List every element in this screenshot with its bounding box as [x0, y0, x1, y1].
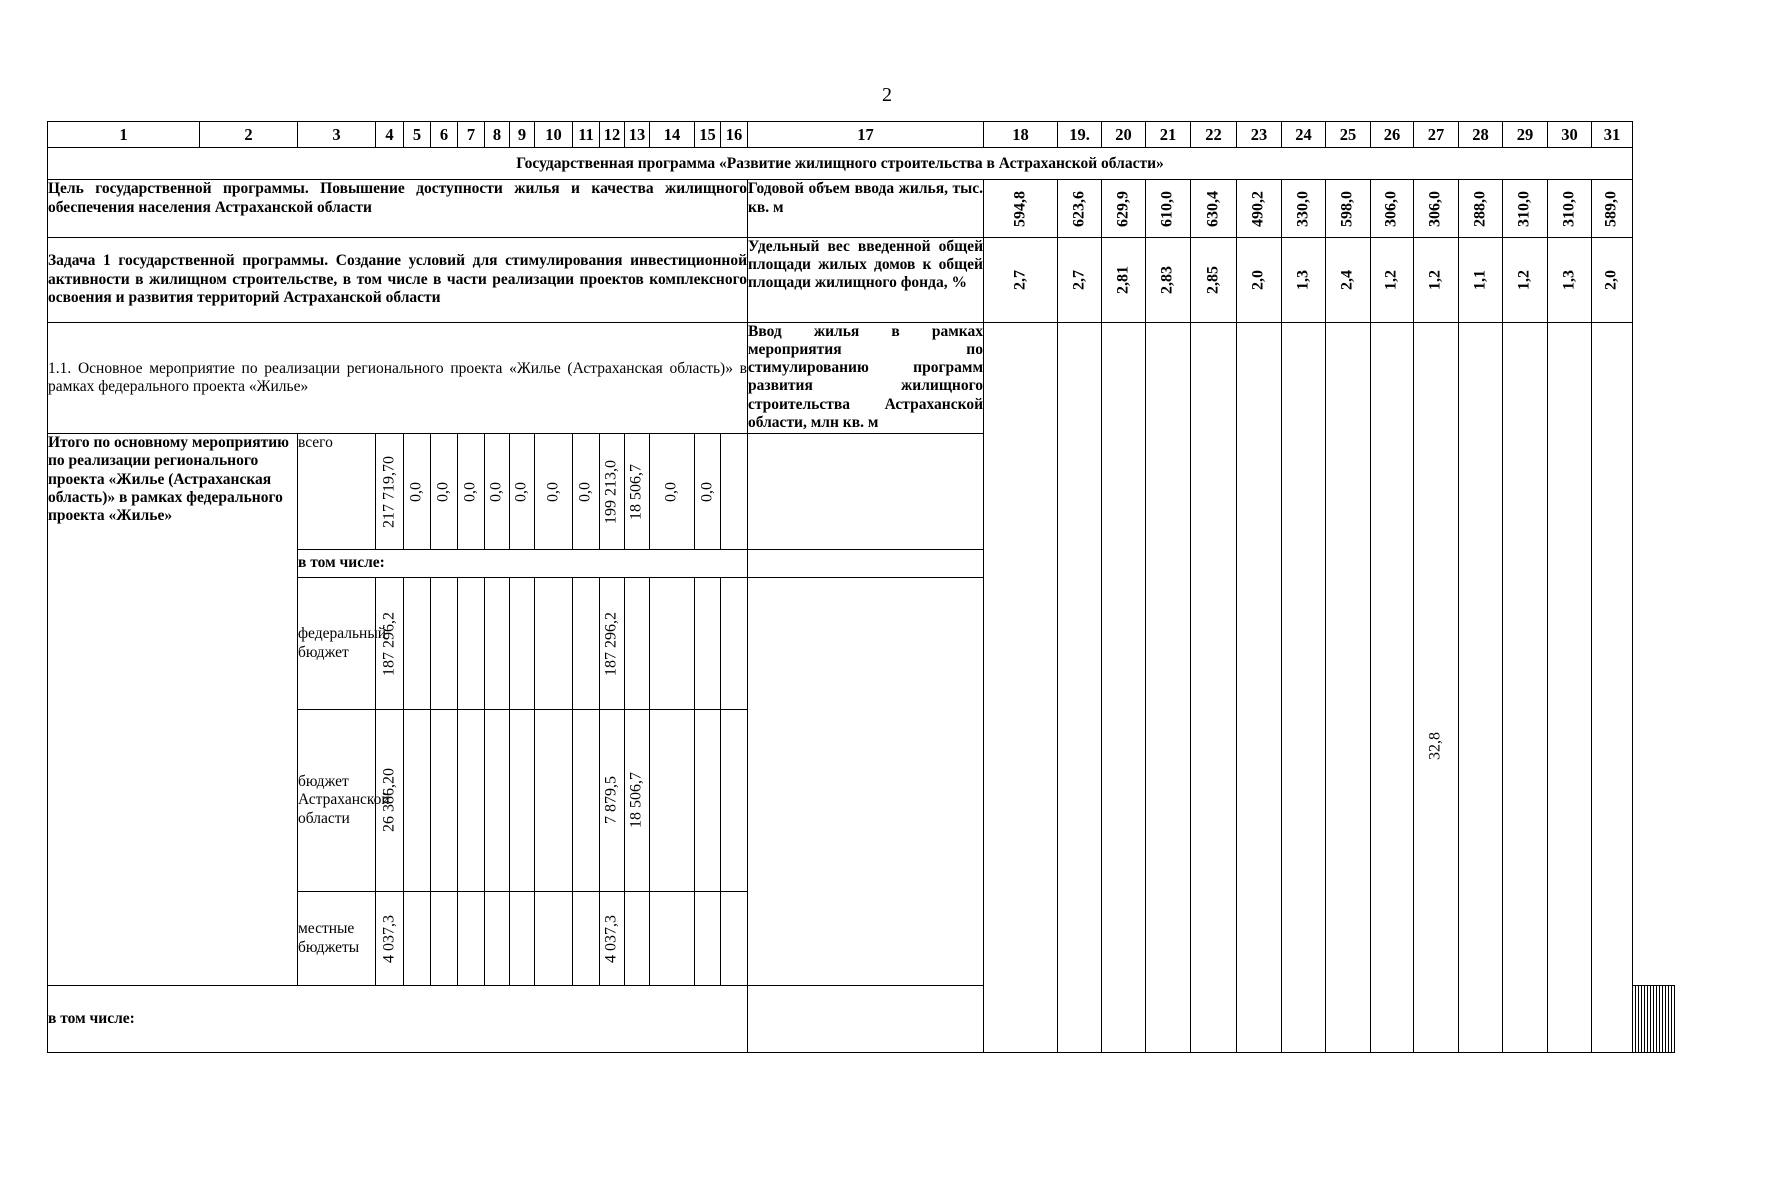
empty-cell	[485, 710, 510, 891]
task-value: 1,3	[1548, 237, 1592, 322]
col-header: 12	[600, 122, 625, 148]
goal-value: 630,4	[1191, 180, 1237, 237]
value-cell	[1058, 322, 1102, 1052]
col-header: 22	[1191, 122, 1237, 148]
empty-cell	[650, 710, 695, 891]
zero-cell: 0,0	[458, 434, 485, 550]
col-header: 1	[48, 122, 200, 148]
col-header: 10	[535, 122, 573, 148]
value-cell	[1326, 322, 1371, 1052]
value-cell	[1146, 322, 1191, 1052]
value-cell	[1459, 322, 1503, 1052]
goal-value: 490,2	[1237, 180, 1282, 237]
value-cell	[1237, 322, 1282, 1052]
program-title: Государственная программа «Развитие жилищного строительства в Астраханской области»	[48, 148, 1633, 180]
bottom-including-label: в том числе:	[48, 986, 748, 1053]
empty-cell	[748, 578, 984, 986]
goal-value: 330,0	[1282, 180, 1326, 237]
empty-cell	[721, 710, 748, 891]
local-label: местные бюджеты	[298, 891, 376, 986]
empty-cell	[650, 578, 695, 710]
col-header: 17	[748, 122, 984, 148]
col-header: 14	[650, 122, 695, 148]
col-header: 27	[1414, 122, 1459, 148]
task-value: 2,0	[1237, 237, 1282, 322]
total-col12: 199 213,0	[600, 434, 625, 550]
task-value: 1,2	[1503, 237, 1548, 322]
empty-cell	[573, 710, 600, 891]
program-table	[47, 121, 1675, 1053]
empty-cell	[748, 986, 984, 1053]
col-header: 11	[573, 122, 600, 148]
federal-col12: 187 296,2	[600, 578, 625, 710]
goal-value: 310,0	[1548, 180, 1592, 237]
empty-cell	[695, 891, 721, 986]
col-header: 2	[200, 122, 298, 148]
col-header: 7	[458, 122, 485, 148]
federal-col4: 187 296,2	[376, 578, 404, 710]
goal-text: Цель государственной программы. Повышение доступности жилья и качества жилищного обеспечения населения Астраханской области	[48, 180, 748, 237]
value-cell	[1592, 322, 1633, 1052]
empty-cell	[748, 434, 984, 550]
empty-cell	[721, 891, 748, 986]
empty-cell	[695, 578, 721, 710]
col-header: 3	[298, 122, 376, 148]
empty-cell	[485, 891, 510, 986]
empty-cell	[748, 550, 984, 578]
zero-cell: 0,0	[431, 434, 458, 550]
col-header: 9	[510, 122, 535, 148]
col-header: 13	[625, 122, 650, 148]
value-cell	[1503, 322, 1548, 1052]
col-header: 8	[485, 122, 510, 148]
empty-cell	[695, 710, 721, 891]
local-col4: 4 037,3	[376, 891, 404, 986]
federal-col27-value: 32,8	[1414, 322, 1459, 1052]
empty-cell	[404, 891, 431, 986]
zero-cell: 0,0	[650, 434, 695, 550]
empty-cell	[431, 578, 458, 710]
col-header: 29	[1503, 122, 1548, 148]
col-header: 4	[376, 122, 404, 148]
task-value: 2,4	[1326, 237, 1371, 322]
task-value: 2,83	[1146, 237, 1191, 322]
task-row	[48, 237, 1675, 322]
col-header: 21	[1146, 122, 1191, 148]
goal-value: 288,0	[1459, 180, 1503, 237]
regional-col4: 26 386,20	[376, 710, 404, 891]
empty-cell	[573, 578, 600, 710]
goal-value: 306,0	[1414, 180, 1459, 237]
regional-col13: 18 506,7	[625, 710, 650, 891]
task-value: 1,3	[1282, 237, 1326, 322]
task-value: 2,7	[1058, 237, 1102, 322]
federal-label: федеральный бюджет	[298, 578, 376, 710]
empty-cell	[721, 434, 748, 550]
col-header: 20	[1102, 122, 1146, 148]
col-header: 25	[1326, 122, 1371, 148]
col-header: 28	[1459, 122, 1503, 148]
zero-cell: 0,0	[485, 434, 510, 550]
col-header: 19.	[1058, 122, 1102, 148]
empty-cell	[431, 891, 458, 986]
task-value: 2,7	[984, 237, 1058, 322]
empty-cell	[458, 710, 485, 891]
value-cell	[984, 322, 1058, 1052]
program-title-row	[48, 148, 1675, 180]
including-label: в том числе:	[298, 550, 748, 578]
empty-cell	[510, 710, 535, 891]
zero-cell: 0,0	[695, 434, 721, 550]
col-header: 23	[1237, 122, 1282, 148]
value-cell	[1282, 322, 1326, 1052]
empty-cell	[573, 891, 600, 986]
empty-cell	[535, 710, 573, 891]
empty-cell	[535, 891, 573, 986]
empty-cell	[510, 578, 535, 710]
task-value: 2,0	[1592, 237, 1633, 322]
empty-cell	[625, 891, 650, 986]
goal-value: 589,0	[1592, 180, 1633, 237]
task-text: Задача 1 государственной программы. Создание условий для стимулирования инвестиционной активности в жилищном строительстве, в том числе в части реализации проектов комплексного освоения и развития территорий Астраханской области	[48, 237, 748, 322]
goal-value: 310,0	[1503, 180, 1548, 237]
empty-cell	[650, 891, 695, 986]
goal-value: 594,8	[984, 180, 1058, 237]
col-header: 24	[1282, 122, 1326, 148]
event-text: 1.1. Основное мероприятие по реализации регионального проекта «Жилье (Астраханская область)» в рамках федерального проекта «Жилье»	[48, 322, 748, 434]
task-value: 1,2	[1371, 237, 1414, 322]
task-value: 1,1	[1459, 237, 1503, 322]
empty-cell	[458, 891, 485, 986]
zero-cell: 0,0	[535, 434, 573, 550]
event-indicator: Ввод жилья в рамках мероприятия по стимулированию программ развития жилищного строительства Астраханской области, млн кв. м	[748, 322, 984, 434]
empty-cell	[625, 578, 650, 710]
goal-value: 598,0	[1326, 180, 1371, 237]
empty-cell	[510, 891, 535, 986]
col-header: 16	[721, 122, 748, 148]
event-row	[48, 322, 1675, 434]
value-cell	[1102, 322, 1146, 1052]
empty-cell	[721, 578, 748, 710]
goal-row	[48, 180, 1675, 237]
col-header: 30	[1548, 122, 1592, 148]
empty-cell	[431, 710, 458, 891]
task-value: 2,85	[1191, 237, 1237, 322]
empty-cell	[404, 578, 431, 710]
total-col4: 217 719,70	[376, 434, 404, 550]
value-cell	[1371, 322, 1414, 1052]
value-cell	[1548, 322, 1592, 1052]
goal-value: 306,0	[1371, 180, 1414, 237]
empty-cell	[535, 578, 573, 710]
col-header: 6	[431, 122, 458, 148]
zero-cell: 0,0	[404, 434, 431, 550]
column-number-row	[48, 122, 1675, 148]
goal-value: 610,0	[1146, 180, 1191, 237]
task-value: 1,2	[1414, 237, 1459, 322]
col-header: 31	[1592, 122, 1633, 148]
page-number: 2	[882, 84, 892, 106]
goal-value: 623,6	[1058, 180, 1102, 237]
goal-indicator: Годовой объем ввода жилья, тыс. кв. м	[748, 180, 984, 237]
task-indicator: Удельный вес введенной общей площади жилых домов к общей площади жилищного фонда, %	[748, 237, 984, 322]
empty-cell	[404, 710, 431, 891]
total-label: всего	[298, 434, 376, 550]
empty-cell	[485, 578, 510, 710]
empty-cell	[458, 578, 485, 710]
col-header: 5	[404, 122, 431, 148]
total-text: Итого по основному мероприятию по реализации регионального проекта «Жилье (Астраханская область)» в рамках федерального проекта «Жилье»	[48, 434, 298, 986]
total-col13: 18 506,7	[625, 434, 650, 550]
col-header: 18	[984, 122, 1058, 148]
value-cell	[1191, 322, 1237, 1052]
col-header: 26	[1371, 122, 1414, 148]
col-header: 15	[695, 122, 721, 148]
zero-cell: 0,0	[510, 434, 535, 550]
empty-cell	[1672, 986, 1675, 1053]
goal-value: 629,9	[1102, 180, 1146, 237]
zero-cell: 0,0	[573, 434, 600, 550]
local-col12: 4 037,3	[600, 891, 625, 986]
regional-col12: 7 879,5	[600, 710, 625, 891]
regional-label: бюджет Астраханской области	[298, 710, 376, 891]
task-value: 2,81	[1102, 237, 1146, 322]
